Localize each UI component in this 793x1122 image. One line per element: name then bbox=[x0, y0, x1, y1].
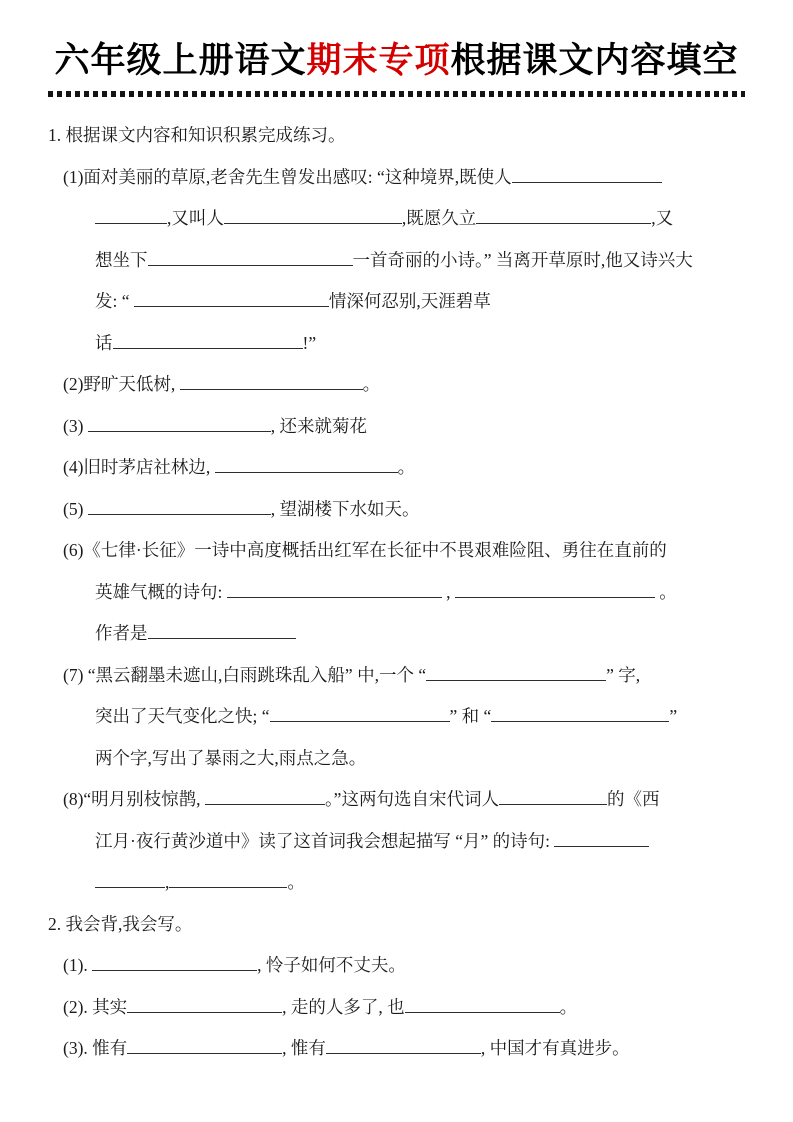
dotted-divider bbox=[48, 91, 745, 97]
text-segment: 。 bbox=[397, 457, 416, 477]
title-highlight: 期末专项 bbox=[306, 41, 451, 80]
text-segment: (5) bbox=[63, 498, 88, 519]
text-segment: ,既愿久立 bbox=[401, 208, 477, 228]
text-segment: 想坐下 bbox=[95, 249, 148, 270]
fill-in-blank bbox=[270, 706, 450, 722]
document-line bbox=[48, 530, 745, 572]
fill-in-blank bbox=[113, 333, 303, 349]
document-line bbox=[48, 406, 745, 448]
fill-in-blank bbox=[134, 291, 329, 307]
document-line bbox=[48, 821, 745, 863]
fill-in-blank bbox=[554, 831, 649, 847]
text-segment: ” bbox=[669, 706, 678, 726]
document-line bbox=[48, 323, 745, 365]
text-segment: , bbox=[165, 872, 170, 892]
document-line bbox=[48, 987, 745, 1029]
page-title bbox=[48, 40, 745, 82]
text-segment: 一首奇丽的小诗。” 当离开草原时,他又诗兴大 bbox=[352, 249, 693, 270]
fill-in-blank bbox=[180, 374, 363, 390]
text-segment: 作者是 bbox=[95, 623, 148, 643]
text-segment: (3). 惟有 bbox=[63, 1038, 128, 1058]
text-segment: (2)野旷天低树, bbox=[63, 374, 180, 394]
fill-in-blank bbox=[92, 955, 257, 971]
document-line bbox=[48, 862, 745, 904]
text-segment: 的《西 bbox=[606, 789, 660, 809]
text-segment: (2). 其实 bbox=[63, 996, 128, 1017]
text-segment: 突出了天气变化之快; “ bbox=[95, 706, 270, 726]
document-line bbox=[48, 738, 745, 780]
document-line bbox=[48, 779, 745, 821]
fill-in-blank bbox=[405, 997, 560, 1013]
text-segment: (3) bbox=[63, 415, 88, 436]
fill-in-blank bbox=[205, 789, 325, 805]
text-segment: 。 bbox=[362, 374, 381, 394]
text-segment: (8)“明月别枝惊鹊, bbox=[63, 789, 205, 809]
text-segment: !” bbox=[302, 332, 317, 353]
document-line bbox=[48, 240, 745, 282]
text-segment: 发: “ bbox=[95, 291, 134, 311]
text-segment: ,又 bbox=[651, 208, 674, 228]
text-segment: 英雄气概的诗句: bbox=[95, 581, 227, 602]
title-part2: 根据课文内容填空 bbox=[450, 41, 739, 80]
fill-in-blank bbox=[512, 167, 662, 183]
document-line bbox=[48, 489, 745, 531]
text-segment: (4)旧时茅店社林边, bbox=[63, 457, 215, 477]
text-segment: 两个字,写出了暴雨之大,雨点之急。 bbox=[95, 747, 367, 768]
fill-in-blank bbox=[127, 1038, 282, 1054]
text-segment: 1. 根据课文内容和知识积累完成练习。 bbox=[48, 125, 346, 145]
fill-in-blank bbox=[227, 582, 442, 598]
document-line bbox=[48, 904, 745, 946]
document-line bbox=[48, 613, 745, 655]
fill-in-blank bbox=[88, 499, 271, 515]
text-segment: , 望湖楼下水如天。 bbox=[270, 498, 420, 519]
text-segment: 话 bbox=[95, 332, 113, 353]
document-line bbox=[48, 157, 745, 199]
fill-in-blank bbox=[426, 665, 606, 681]
fill-in-blank bbox=[215, 457, 398, 473]
fill-in-blank bbox=[224, 208, 402, 224]
text-segment: 。 bbox=[287, 872, 305, 892]
text-segment: , 惟有 bbox=[282, 1038, 326, 1058]
text-segment: 。”这两句选自宋代词人 bbox=[324, 789, 499, 809]
text-segment: ” 字, bbox=[606, 664, 641, 685]
fill-in-blank bbox=[476, 208, 651, 224]
document-line bbox=[48, 115, 745, 157]
text-segment: 。 bbox=[559, 996, 578, 1017]
document-line bbox=[48, 945, 745, 987]
fill-in-blank bbox=[127, 997, 282, 1013]
text-segment: 。 bbox=[654, 581, 677, 602]
text-segment: (7) “黑云翻墨未遮山,白雨跳珠乱入船” 中,一个 “ bbox=[63, 664, 427, 685]
page-header bbox=[48, 40, 745, 97]
document-line bbox=[48, 364, 745, 406]
document-line bbox=[48, 1028, 745, 1070]
worksheet-body bbox=[48, 115, 745, 1070]
fill-in-blank bbox=[148, 623, 296, 639]
text-segment: 情深何忍别,天涯碧草 bbox=[328, 291, 491, 311]
text-segment: 江月·夜行黄沙道中》读了这首词我会想起描写 “月” 的诗句: bbox=[95, 830, 555, 851]
text-segment: 2. 我会背,我会写。 bbox=[48, 913, 193, 934]
text-segment: , bbox=[441, 581, 455, 602]
title-part1: 六年级上册语文 bbox=[54, 41, 307, 80]
text-segment: ” 和 “ bbox=[449, 706, 492, 726]
fill-in-blank bbox=[95, 208, 167, 224]
document-line bbox=[48, 198, 745, 240]
fill-in-blank bbox=[491, 706, 669, 722]
document-line bbox=[48, 655, 745, 697]
fill-in-blank bbox=[455, 582, 655, 598]
fill-in-blank bbox=[169, 872, 287, 888]
document-line bbox=[48, 281, 745, 323]
text-segment: , 怜子如何不丈夫。 bbox=[257, 955, 406, 975]
fill-in-blank bbox=[499, 789, 607, 805]
document-line bbox=[48, 572, 745, 614]
document-line bbox=[48, 696, 745, 738]
text-segment: , 中国才有真进步。 bbox=[480, 1038, 630, 1058]
document-line bbox=[48, 447, 745, 489]
fill-in-blank bbox=[88, 416, 271, 432]
fill-in-blank bbox=[148, 250, 353, 266]
fill-in-blank bbox=[326, 1038, 481, 1054]
text-segment: ,又叫人 bbox=[167, 208, 224, 228]
text-segment: , 还来就菊花 bbox=[270, 415, 368, 436]
text-segment: (1)面对美丽的草原,老舍先生曾发出感叹: “这种境界,既使人 bbox=[63, 166, 512, 187]
text-segment: , 走的人多了, 也 bbox=[282, 996, 405, 1017]
fill-in-blank bbox=[95, 872, 165, 888]
text-segment: (6)《七律·长征》一诗中高度概括出红军在长征中不畏艰难险阻、勇往在直前的 bbox=[63, 540, 667, 560]
text-segment: (1). bbox=[63, 955, 93, 975]
